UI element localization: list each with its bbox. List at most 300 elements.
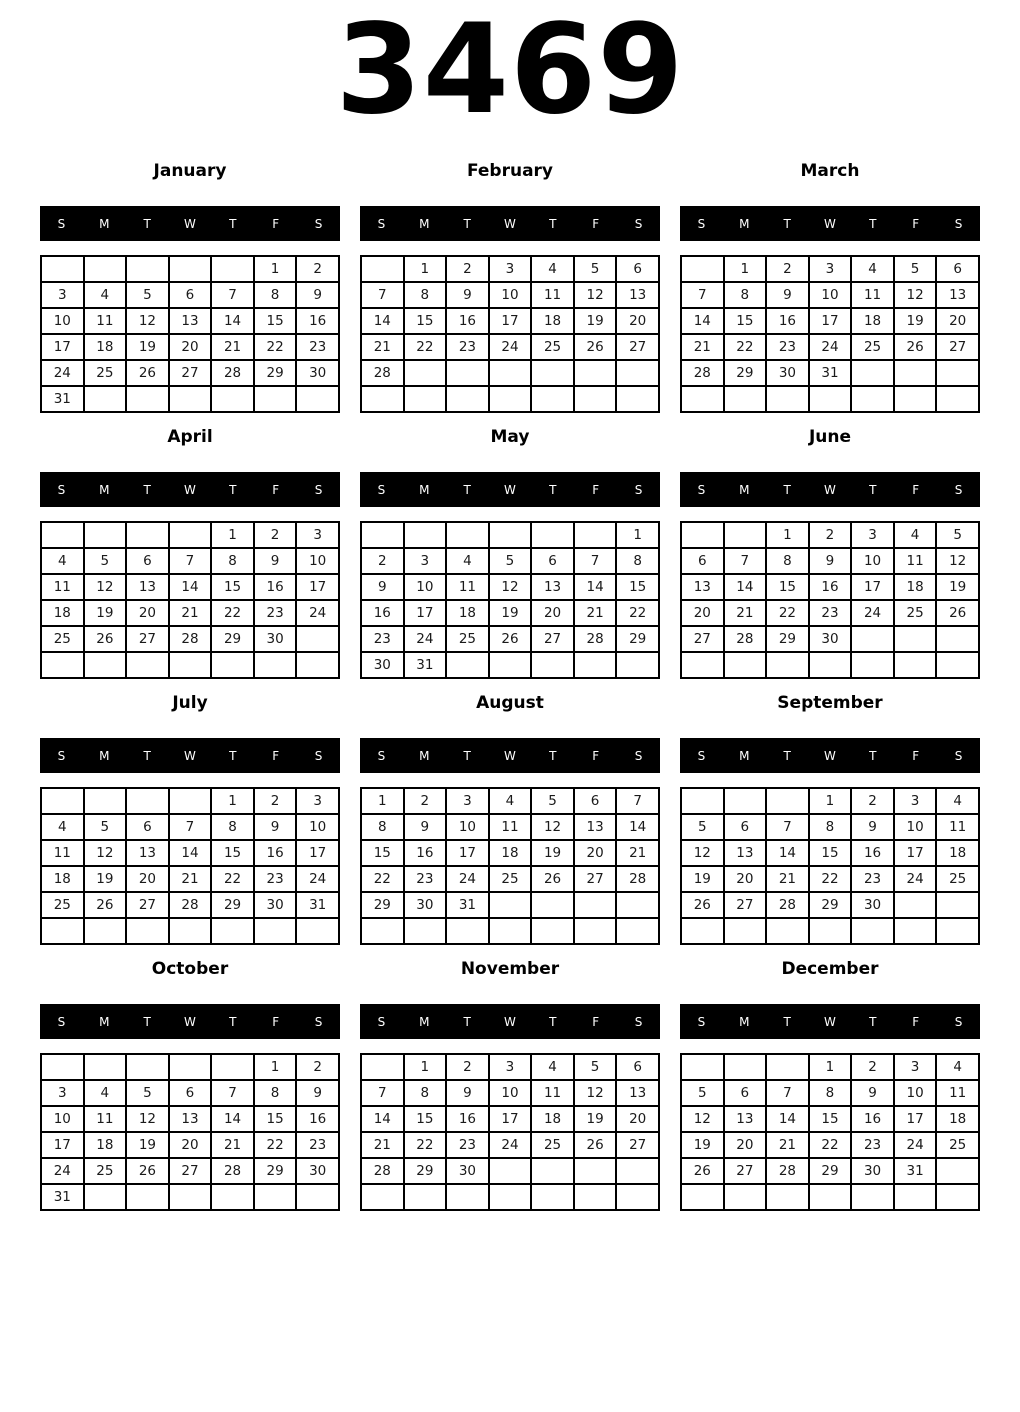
empty-day-cell (41, 788, 84, 814)
day-cell: 28 (169, 626, 212, 652)
empty-day-cell (169, 652, 212, 678)
weekday-label: M (419, 1014, 430, 1029)
empty-day-cell (126, 522, 169, 548)
empty-day-cell (84, 918, 127, 944)
day-cell: 2 (851, 788, 894, 814)
weekday-label: T (783, 1014, 791, 1029)
day-cell: 2 (766, 256, 809, 282)
weekday-label: S (697, 748, 706, 763)
day-cell: 5 (574, 256, 617, 282)
empty-day-cell (809, 918, 852, 944)
day-cell: 30 (254, 626, 297, 652)
empty-day-cell (41, 256, 84, 282)
day-cell: 8 (404, 282, 447, 308)
empty-day-cell (851, 1184, 894, 1210)
month-days-table (360, 787, 660, 945)
weekday-label: M (739, 748, 750, 763)
day-cell: 22 (809, 1132, 852, 1158)
day-cell: 22 (211, 866, 254, 892)
week-row (361, 334, 659, 360)
day-cell: 18 (531, 308, 574, 334)
day-cell: 5 (126, 282, 169, 308)
day-cell: 22 (404, 334, 447, 360)
empty-day-cell (574, 360, 617, 386)
day-cell: 18 (41, 600, 84, 626)
day-cell: 14 (361, 1106, 404, 1132)
empty-day-cell (531, 1184, 574, 1210)
empty-day-cell (446, 1184, 489, 1210)
empty-day-cell (404, 522, 447, 548)
month-title: August (476, 693, 544, 713)
day-cell: 28 (766, 1158, 809, 1184)
day-cell: 5 (894, 256, 937, 282)
day-cell: 28 (681, 360, 724, 386)
day-cell: 2 (809, 522, 852, 548)
day-cell: 7 (169, 548, 212, 574)
empty-day-cell (84, 522, 127, 548)
empty-day-cell (894, 892, 937, 918)
day-cell: 24 (404, 626, 447, 652)
day-cell: 24 (296, 866, 339, 892)
year-title: 3469 (335, 0, 685, 142)
day-cell: 2 (296, 1054, 339, 1080)
day-cell: 29 (809, 1158, 852, 1184)
day-cell: 30 (404, 892, 447, 918)
weekday-header-row (680, 206, 980, 241)
month-title: December (781, 959, 879, 979)
day-cell: 29 (254, 360, 297, 386)
day-cell: 22 (404, 1132, 447, 1158)
day-cell: 26 (681, 1158, 724, 1184)
week-row (41, 334, 339, 360)
weekday-label: F (272, 748, 280, 763)
empty-day-cell (211, 386, 254, 412)
day-cell: 7 (766, 1080, 809, 1106)
day-cell: 27 (169, 1158, 212, 1184)
empty-day-cell (531, 360, 574, 386)
empty-day-cell (616, 892, 659, 918)
day-cell: 13 (574, 814, 617, 840)
weekday-label: S (634, 1014, 643, 1029)
week-row (361, 1054, 659, 1080)
week-row (41, 256, 339, 282)
day-cell: 23 (446, 334, 489, 360)
empty-day-cell (446, 918, 489, 944)
day-cell: 19 (681, 866, 724, 892)
weekday-label: W (824, 216, 836, 231)
weekday-label: F (912, 482, 920, 497)
empty-day-cell (851, 386, 894, 412)
week-row (681, 1106, 979, 1132)
empty-day-cell (41, 522, 84, 548)
day-cell: 12 (681, 1106, 724, 1132)
weekday-label: F (912, 1014, 920, 1029)
day-cell: 18 (41, 866, 84, 892)
day-cell: 27 (126, 892, 169, 918)
day-cell: 27 (531, 626, 574, 652)
day-cell: 15 (254, 308, 297, 334)
empty-day-cell (574, 892, 617, 918)
day-cell: 16 (446, 1106, 489, 1132)
day-cell: 22 (254, 1132, 297, 1158)
day-cell: 13 (126, 574, 169, 600)
day-cell: 31 (296, 892, 339, 918)
empty-day-cell (894, 1184, 937, 1210)
day-cell: 21 (211, 334, 254, 360)
day-cell: 17 (296, 840, 339, 866)
day-cell: 24 (809, 334, 852, 360)
day-cell: 31 (894, 1158, 937, 1184)
day-cell: 24 (41, 1158, 84, 1184)
day-cell: 30 (296, 1158, 339, 1184)
empty-day-cell (446, 360, 489, 386)
empty-day-cell (489, 652, 532, 678)
weekday-header-row (680, 472, 980, 507)
empty-day-cell (296, 652, 339, 678)
day-cell: 6 (724, 814, 767, 840)
empty-day-cell (126, 1054, 169, 1080)
day-cell: 28 (574, 626, 617, 652)
day-cell: 22 (254, 334, 297, 360)
day-cell: 1 (254, 256, 297, 282)
day-cell: 17 (809, 308, 852, 334)
empty-day-cell (766, 1184, 809, 1210)
weekday-label: S (634, 216, 643, 231)
day-cell: 1 (404, 256, 447, 282)
weekday-label: S (954, 748, 963, 763)
day-cell: 21 (616, 840, 659, 866)
day-cell: 15 (724, 308, 767, 334)
weekday-label: S (314, 216, 323, 231)
day-cell: 27 (126, 626, 169, 652)
week-row (41, 866, 339, 892)
day-cell: 6 (616, 256, 659, 282)
empty-day-cell (296, 386, 339, 412)
day-cell: 11 (489, 814, 532, 840)
day-cell: 5 (126, 1080, 169, 1106)
day-cell: 18 (936, 1106, 979, 1132)
day-cell: 8 (254, 1080, 297, 1106)
week-row (361, 522, 659, 548)
weekday-label: S (697, 482, 706, 497)
day-cell: 4 (84, 1080, 127, 1106)
day-cell: 3 (489, 1054, 532, 1080)
empty-day-cell (531, 386, 574, 412)
week-row (361, 1184, 659, 1210)
empty-day-cell (169, 386, 212, 412)
day-cell: 22 (766, 600, 809, 626)
empty-day-cell (84, 386, 127, 412)
weekday-label: F (272, 482, 280, 497)
day-cell: 6 (616, 1054, 659, 1080)
day-cell: 12 (126, 308, 169, 334)
empty-day-cell (724, 1054, 767, 1080)
empty-day-cell (681, 1054, 724, 1080)
empty-day-cell (894, 918, 937, 944)
empty-day-cell (361, 1054, 404, 1080)
day-cell: 15 (616, 574, 659, 600)
day-cell: 9 (404, 814, 447, 840)
empty-day-cell (724, 1184, 767, 1210)
day-cell: 17 (446, 840, 489, 866)
month-days-table (680, 521, 980, 679)
empty-day-cell (851, 918, 894, 944)
day-cell: 26 (84, 892, 127, 918)
day-cell: 27 (574, 866, 617, 892)
week-row (361, 788, 659, 814)
week-row (681, 548, 979, 574)
weekday-label: S (377, 1014, 386, 1029)
day-cell: 28 (211, 1158, 254, 1184)
empty-day-cell (851, 652, 894, 678)
day-cell: 24 (894, 1132, 937, 1158)
day-cell: 19 (531, 840, 574, 866)
empty-day-cell (681, 1184, 724, 1210)
weekday-label: W (824, 748, 836, 763)
day-cell: 8 (724, 282, 767, 308)
week-row (41, 574, 339, 600)
day-cell: 2 (254, 522, 297, 548)
weekday-header-row (360, 738, 660, 773)
empty-day-cell (169, 522, 212, 548)
day-cell: 8 (809, 814, 852, 840)
day-cell: 8 (254, 282, 297, 308)
empty-day-cell (361, 386, 404, 412)
day-cell: 3 (404, 548, 447, 574)
day-cell: 26 (531, 866, 574, 892)
empty-day-cell (574, 652, 617, 678)
week-row (41, 840, 339, 866)
day-cell: 24 (296, 600, 339, 626)
day-cell: 12 (126, 1106, 169, 1132)
day-cell: 12 (84, 840, 127, 866)
day-cell: 2 (254, 788, 297, 814)
day-cell: 9 (446, 282, 489, 308)
day-cell: 2 (446, 256, 489, 282)
day-cell: 8 (404, 1080, 447, 1106)
month-title: November (460, 959, 560, 979)
day-cell: 21 (766, 1132, 809, 1158)
day-cell: 14 (681, 308, 724, 334)
day-cell: 23 (851, 866, 894, 892)
weekday-label: T (783, 748, 791, 763)
empty-day-cell (489, 1184, 532, 1210)
day-cell: 28 (361, 360, 404, 386)
day-cell: 17 (41, 1132, 84, 1158)
weekday-label: F (272, 216, 280, 231)
day-cell: 16 (254, 840, 297, 866)
day-cell: 3 (446, 788, 489, 814)
week-row (361, 866, 659, 892)
week-row (41, 1106, 339, 1132)
weekday-label: M (99, 216, 110, 231)
day-cell: 5 (489, 548, 532, 574)
empty-day-cell (489, 386, 532, 412)
day-cell: 30 (766, 360, 809, 386)
empty-day-cell (296, 626, 339, 652)
weekday-label: F (592, 1014, 600, 1029)
day-cell: 15 (809, 840, 852, 866)
empty-day-cell (169, 256, 212, 282)
month-may (360, 426, 660, 679)
day-cell: 6 (681, 548, 724, 574)
month-days-table (680, 787, 980, 945)
day-cell: 3 (41, 282, 84, 308)
day-cell: 11 (936, 1080, 979, 1106)
day-cell: 16 (766, 308, 809, 334)
day-cell: 13 (616, 282, 659, 308)
day-cell: 16 (404, 840, 447, 866)
day-cell: 30 (851, 892, 894, 918)
day-cell: 25 (446, 626, 489, 652)
day-cell: 4 (936, 788, 979, 814)
week-row (681, 788, 979, 814)
weekday-label: F (912, 748, 920, 763)
day-cell: 14 (724, 574, 767, 600)
weekday-label: S (377, 482, 386, 497)
day-cell: 21 (361, 334, 404, 360)
empty-day-cell (41, 1054, 84, 1080)
day-cell: 31 (404, 652, 447, 678)
week-row (361, 308, 659, 334)
day-cell: 15 (211, 840, 254, 866)
week-row (361, 652, 659, 678)
empty-day-cell (211, 918, 254, 944)
day-cell: 16 (296, 1106, 339, 1132)
week-row (41, 814, 339, 840)
day-cell: 19 (936, 574, 979, 600)
empty-day-cell (681, 256, 724, 282)
day-cell: 25 (41, 892, 84, 918)
weekday-label: S (314, 482, 323, 497)
weekday-label: M (739, 216, 750, 231)
day-cell: 5 (936, 522, 979, 548)
empty-day-cell (616, 386, 659, 412)
day-cell: 29 (724, 360, 767, 386)
day-cell: 7 (361, 1080, 404, 1106)
week-row (361, 892, 659, 918)
weekday-label: S (634, 482, 643, 497)
week-row (41, 626, 339, 652)
day-cell: 25 (531, 334, 574, 360)
empty-day-cell (126, 652, 169, 678)
weekday-label: T (783, 482, 791, 497)
weekday-label: S (57, 748, 66, 763)
month-september (680, 692, 980, 945)
day-cell: 28 (766, 892, 809, 918)
day-cell: 17 (489, 308, 532, 334)
weekday-label: F (912, 216, 920, 231)
day-cell: 23 (361, 626, 404, 652)
empty-day-cell (681, 386, 724, 412)
empty-day-cell (574, 522, 617, 548)
month-days-table (40, 521, 340, 679)
day-cell: 9 (851, 1080, 894, 1106)
weekday-label: T (549, 482, 557, 497)
month-title: January (153, 161, 227, 181)
weekday-label: T (869, 1014, 877, 1029)
day-cell: 25 (41, 626, 84, 652)
empty-day-cell (936, 918, 979, 944)
day-cell: 29 (254, 1158, 297, 1184)
day-cell: 7 (361, 282, 404, 308)
month-january (40, 160, 340, 413)
day-cell: 2 (851, 1054, 894, 1080)
week-row (41, 1080, 339, 1106)
day-cell: 1 (361, 788, 404, 814)
empty-day-cell (681, 522, 724, 548)
month-days-table (680, 255, 980, 413)
weekday-label: S (314, 748, 323, 763)
day-cell: 15 (211, 574, 254, 600)
week-row (41, 918, 339, 944)
day-cell: 10 (404, 574, 447, 600)
day-cell: 27 (681, 626, 724, 652)
month-title: February (466, 161, 554, 181)
day-cell: 30 (254, 892, 297, 918)
week-row (361, 386, 659, 412)
day-cell: 5 (84, 814, 127, 840)
empty-day-cell (211, 652, 254, 678)
empty-day-cell (41, 652, 84, 678)
day-cell: 7 (766, 814, 809, 840)
month-days-table (680, 1053, 980, 1211)
weekday-label: W (504, 748, 516, 763)
empty-day-cell (894, 652, 937, 678)
empty-day-cell (936, 360, 979, 386)
day-cell: 4 (41, 548, 84, 574)
week-row (41, 1054, 339, 1080)
weekday-label: S (697, 216, 706, 231)
empty-day-cell (724, 918, 767, 944)
day-cell: 13 (126, 840, 169, 866)
empty-day-cell (531, 1158, 574, 1184)
day-cell: 25 (851, 334, 894, 360)
empty-day-cell (169, 788, 212, 814)
day-cell: 26 (126, 1158, 169, 1184)
weekday-label: T (229, 482, 237, 497)
empty-day-cell (936, 892, 979, 918)
day-cell: 9 (361, 574, 404, 600)
month-november (360, 958, 660, 1211)
day-cell: 13 (169, 308, 212, 334)
empty-day-cell (766, 386, 809, 412)
day-cell: 10 (894, 814, 937, 840)
empty-day-cell (724, 522, 767, 548)
empty-day-cell (254, 918, 297, 944)
day-cell: 31 (446, 892, 489, 918)
empty-day-cell (84, 652, 127, 678)
day-cell: 11 (446, 574, 489, 600)
day-cell: 21 (169, 866, 212, 892)
day-cell: 17 (894, 1106, 937, 1132)
empty-day-cell (936, 626, 979, 652)
empty-day-cell (574, 1184, 617, 1210)
week-row (681, 1158, 979, 1184)
day-cell: 18 (446, 600, 489, 626)
day-cell: 16 (851, 1106, 894, 1132)
day-cell: 21 (766, 866, 809, 892)
day-cell: 10 (809, 282, 852, 308)
day-cell: 13 (681, 574, 724, 600)
week-row (681, 626, 979, 652)
day-cell: 2 (404, 788, 447, 814)
weekday-label: T (869, 216, 877, 231)
day-cell: 1 (809, 1054, 852, 1080)
day-cell: 19 (574, 308, 617, 334)
week-row (361, 574, 659, 600)
empty-day-cell (809, 386, 852, 412)
